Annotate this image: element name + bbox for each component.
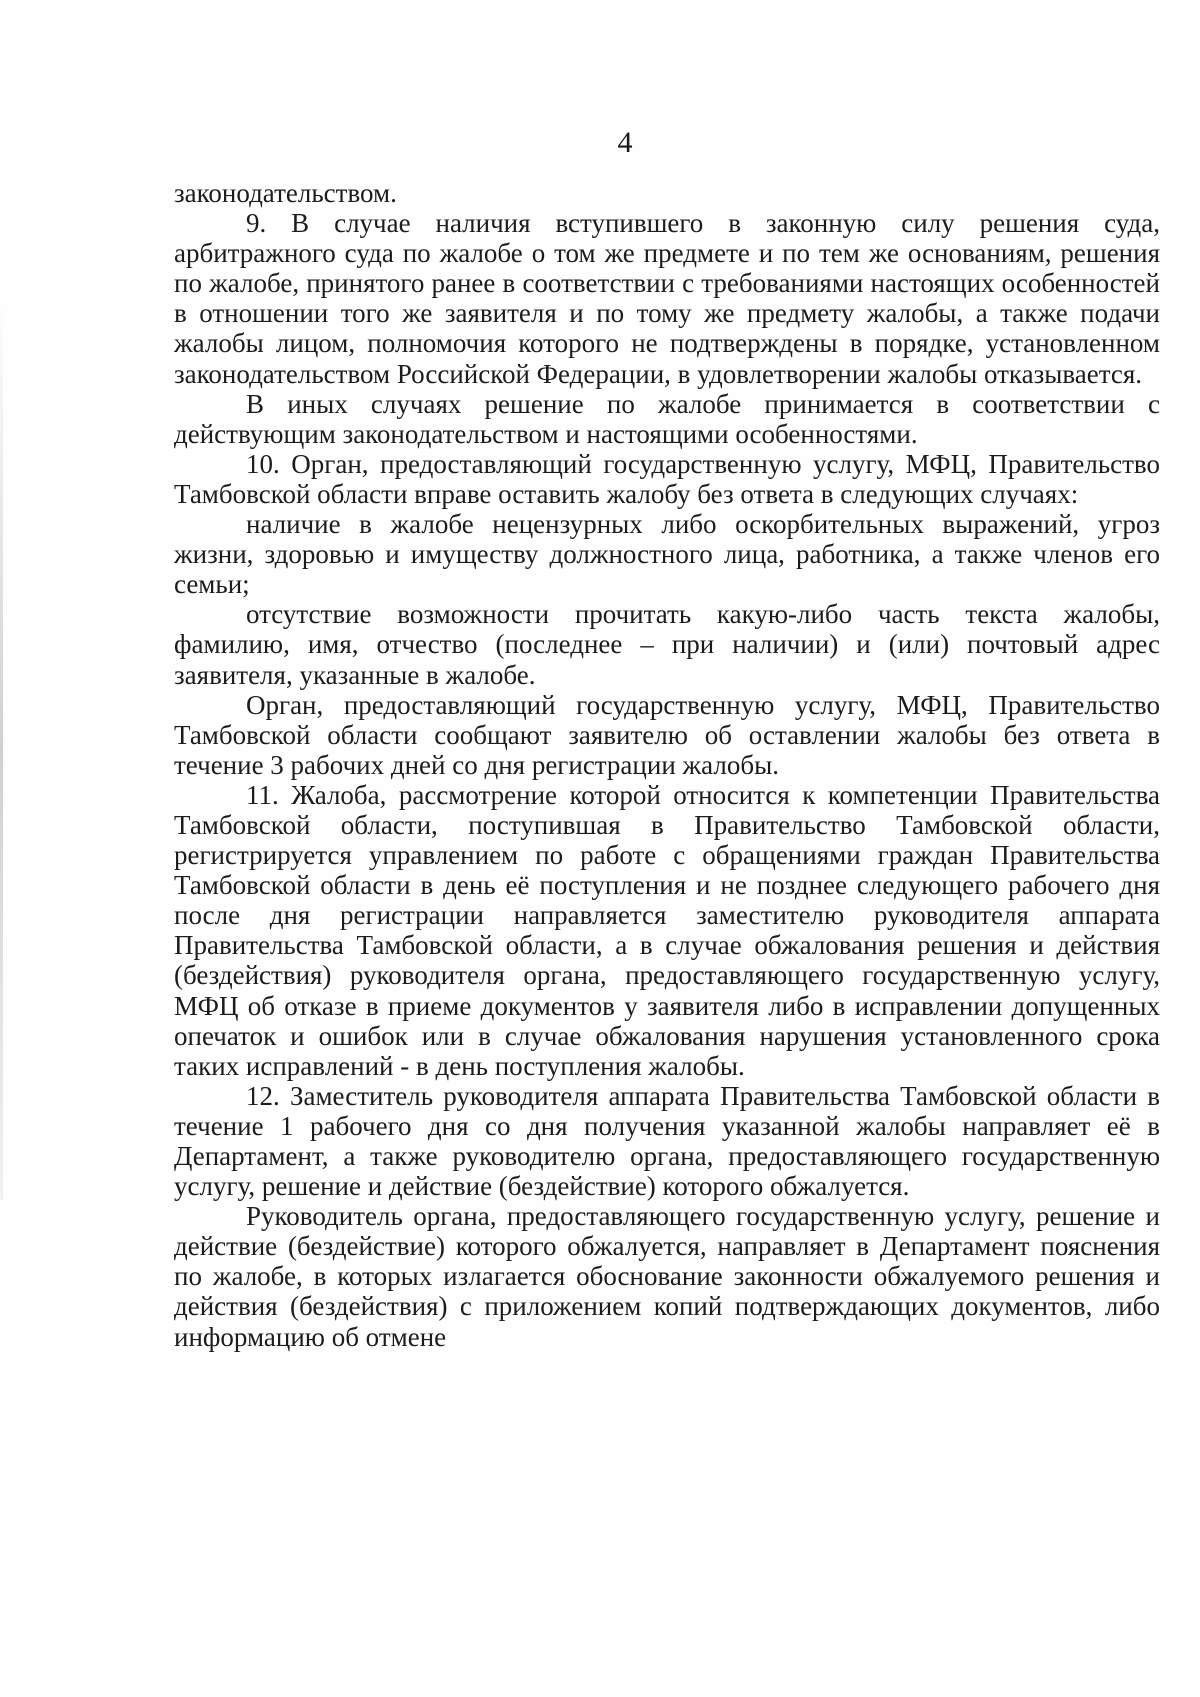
paragraph-item-9: 9. В случае наличия вступившего в законную силу решения суда, арбитражного суда по жалобе о том же предмете и по тем же основаниям, решения по жалобе, принятого ранее в соответствии с требованиями настоящих особенностей в отношении того же заявителя и по тому же предмету жалобы, а также подачи жалобы лицом, полномочия которого не подтверждены в порядке, установленном законодательством Российской Федерации, в удовлетворении жалобы отказывается.	[174, 208, 1160, 389]
paragraph-head-of-body: Руководитель органа, предоставляющего государственную услугу, решение и действие (бездействие) которого обжалуется, направляет в Департамент пояснения по жалобе, в которых излагается обоснование законности обжалуемого решения и действия (бездействия) с приложением копий подтверждающих документов, либо информацию об отмене	[174, 1201, 1160, 1352]
paragraph-continuation: законодательством.	[174, 178, 397, 208]
document-body	[174, 178, 1160, 1352]
scan-edge-shadow	[0, 300, 3, 1200]
paragraph-item-12: 12. Заместитель руководителя аппарата Правительства Тамбовской области в течение 1 рабочего дня со дня получения указанной жалобы направляет её в Департамент, а также руководителю органа, предоставляющего государственную услугу, решение и действие (бездействие) которого обжалуется.	[174, 1080, 1160, 1202]
paragraph-obscene-language: наличие в жалобе нецензурных либо оскорбительных выражений, угроз жизни, здоровью и имуществу должностного лица, работника, а также членов его семьи;	[174, 509, 1160, 600]
paragraph-item-10: 10. Орган, предоставляющий государственную услугу, МФЦ, Правительство Тамбовской области вправе оставить жалобу без ответа в следующих случаях:	[174, 448, 1160, 509]
paragraph-other-cases: В иных случаях решение по жалобе принимается в соответствии с действующим законодательством и настоящими особенностями.	[174, 388, 1160, 449]
page-number: 4	[617, 126, 633, 159]
paragraph-unreadable-text: отсутствие возможности прочитать какую-либо часть текста жалобы, фамилию, имя, отчество (последнее – при наличии) и (или) почтовый адрес заявителя, указанные в жалобе.	[174, 599, 1160, 690]
paragraph-item-11: 11. Жалоба, рассмотрение которой относится к компетенции Правительства Тамбовской области, поступившая в Правительство Тамбовской области, регистрируется управлением по работе с обращениями граждан Правительства Тамбовской области в день её поступления и не позднее следующего рабочего дня после дня регистрации направляется заместителю руководителя аппарата Правительства Тамбовской области, а в случае обжалования решения и действия (бездействия) руководителя органа, предоставляющего государственную услугу, МФЦ об отказе в приеме документов у заявителя либо в исправлении допущенных опечаток и ошибок или в случае обжалования нарушения установленного срока таких исправлений - в день поступления жалобы.	[174, 779, 1160, 1081]
paragraph-notification: Орган, предоставляющий государственную услугу, МФЦ, Правительство Тамбовской области сообщают заявителю об оставлении жалобы без ответа в течение 3 рабочих дней со дня регистрации жалобы.	[174, 689, 1160, 780]
